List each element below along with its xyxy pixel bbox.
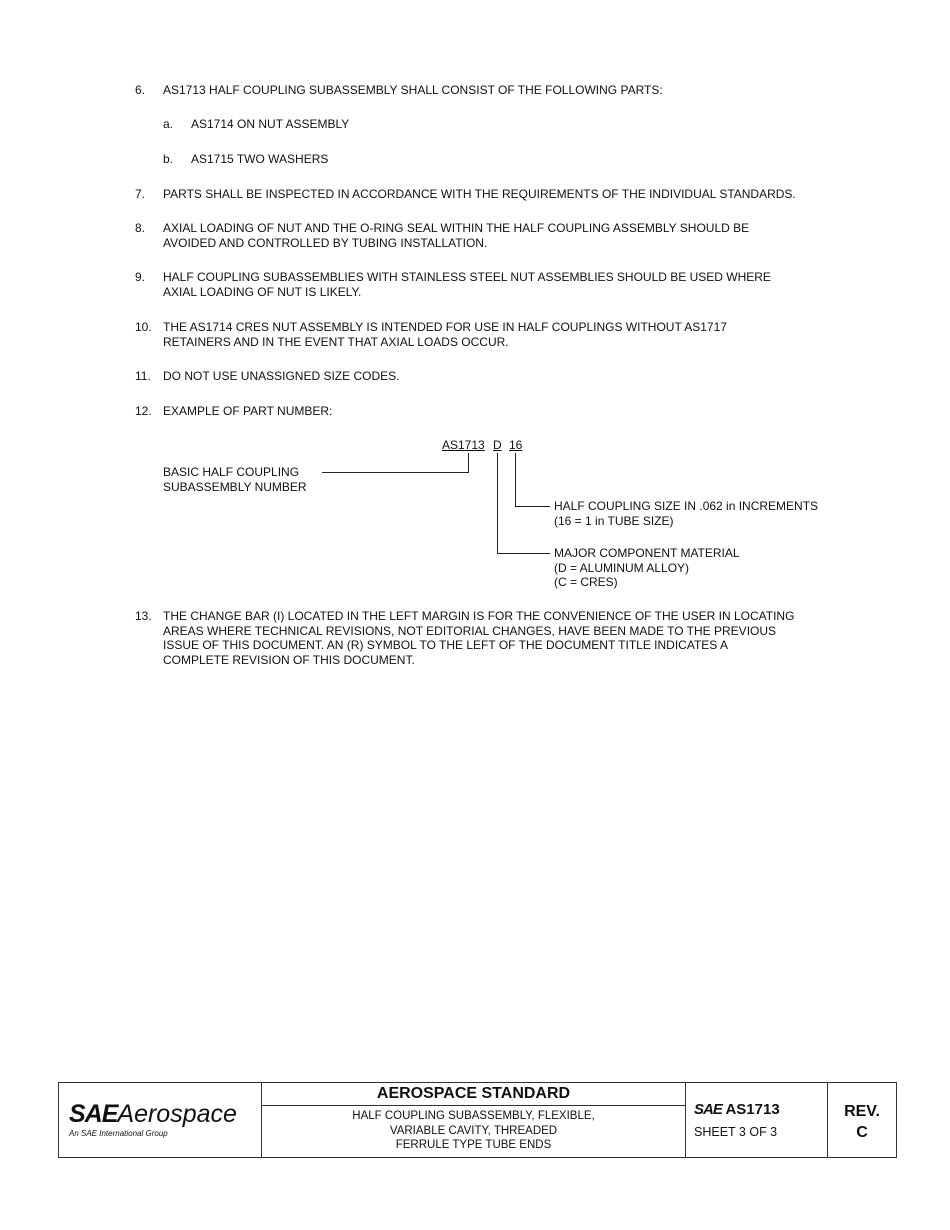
logo-aerospace: Aerospace (117, 1100, 237, 1128)
note-number: 8. (135, 221, 146, 235)
note-line: RETAINERS AND IN THE EVENT THAT AXIAL LOADS OCCUR. (163, 334, 509, 349)
note-line: AREAS WHERE TECHNICAL REVISIONS, NOT EDITORIAL CHANGES, HAVE BEEN MADE TO THE PREVIOUS (163, 623, 777, 638)
logo-cell (59, 1083, 262, 1157)
size-label (554, 499, 818, 528)
revision-value: C (856, 1124, 868, 1141)
sheet-number: SHEET 3 OF 3 (694, 1125, 778, 1139)
document-number (694, 1101, 780, 1118)
doc-number: AS1713 (725, 1101, 780, 1118)
note-line: AVOIDED AND CONTROLLED BY TUBING INSTALLATION. (163, 235, 488, 250)
title-cell (262, 1083, 686, 1157)
note-line: ISSUE OF THIS DOCUMENT. AN (R) SYMBOL TO THE LEFT OF THE DOCUMENT TITLE INDICATES A (163, 638, 728, 652)
material-label-line: (D = ALUMINUM ALLOY) (554, 560, 690, 575)
revision (828, 1101, 896, 1143)
note-number: 12. (135, 404, 152, 418)
note-line: HALF COUPLING SUBASSEMBLIES WITH STAINLESS STEEL NUT ASSEMBLIES SHOULD BE USED WHERE (163, 270, 771, 284)
leader-line-material-vertical (497, 453, 498, 554)
note-text (163, 609, 843, 667)
note-number: b. (163, 152, 174, 166)
sae-aerospace-logo (69, 1100, 237, 1129)
note-line: COMPLETE REVISION OF THIS DOCUMENT. (163, 652, 415, 667)
note-text: AS1714 ON NUT ASSEMBLY (191, 117, 350, 131)
leader-line-base-vertical (468, 453, 469, 473)
material-label-line: MAJOR COMPONENT MATERIAL (554, 546, 740, 560)
note-text: DO NOT USE UNASSIGNED SIZE CODES. (163, 369, 400, 383)
note-number: 9. (135, 270, 146, 284)
part-number-material-code: D (493, 438, 502, 452)
document-number-cell (686, 1083, 828, 1157)
description-line: HALF COUPLING SUBASSEMBLY, FLEXIBLE, (352, 1110, 595, 1122)
standard-description (262, 1109, 685, 1153)
note-line: AXIAL LOADING OF NUT IS LIKELY. (163, 284, 362, 299)
note-text: EXAMPLE OF PART NUMBER: (163, 404, 333, 418)
note-line: AXIAL LOADING OF NUT AND THE O-RING SEAL WITHIN THE HALF COUPLING ASSEMBLY SHOULD BE (163, 221, 750, 235)
note-number: a. (163, 117, 174, 131)
note-number: 11. (135, 369, 151, 383)
note-number: 10. (135, 320, 152, 334)
note-line: THE CHANGE BAR (I) LOCATED IN THE LEFT MARGIN IS FOR THE CONVENIENCE OF THE USER IN LOCATING (163, 609, 795, 623)
note-number: 6. (135, 83, 146, 97)
title-block (58, 1082, 897, 1158)
note-text: AS1715 TWO WASHERS (191, 152, 329, 166)
logo-tagline: An SAE International Group (69, 1129, 168, 1138)
revision-cell (828, 1083, 896, 1157)
leader-line-size-vertical (515, 453, 516, 507)
note-number: 7. (135, 187, 146, 201)
description-line: VARIABLE CAVITY, THREADED (389, 1124, 558, 1137)
doc-prefix: SAE (694, 1101, 722, 1118)
leader-line-size-horizontal (515, 506, 550, 507)
note-text: PARTS SHALL BE INSPECTED IN ACCORDANCE WITH THE REQUIREMENTS OF THE INDIVIDUAL STANDARDS. (163, 187, 796, 201)
logo-sae: SAE (69, 1100, 118, 1128)
description-line: FERRULE TYPE TUBE ENDS (395, 1139, 552, 1151)
size-label-line: HALF COUPLING SIZE IN .062 in INCREMENTS (554, 499, 819, 513)
note-number: 13. (135, 609, 152, 623)
leader-line-base-horizontal (322, 472, 469, 473)
part-number-base: AS1713 (442, 438, 485, 452)
leader-line-material-horizontal (497, 553, 550, 554)
note-line: THE AS1714 CRES NUT ASSEMBLY IS INTENDED FOR USE IN HALF COUPLINGS WITHOUT AS1717 (163, 320, 727, 334)
base-label-line: SUBASSEMBLY NUMBER (163, 479, 307, 494)
size-label-line: (16 = 1 in TUBE SIZE) (554, 513, 674, 528)
note-text: AS1713 HALF COUPLING SUBASSEMBLY SHALL CONSIST OF THE FOLLOWING PARTS: (163, 83, 663, 97)
base-label-line: BASIC HALF COUPLING (163, 465, 300, 479)
standard-heading: AEROSPACE STANDARD (262, 1083, 685, 1106)
revision-label: REV. (844, 1103, 880, 1120)
part-number-size-code: 16 (509, 438, 523, 452)
base-label (163, 465, 307, 494)
material-label (554, 546, 740, 590)
material-label-line: (C = CRES) (554, 575, 618, 589)
